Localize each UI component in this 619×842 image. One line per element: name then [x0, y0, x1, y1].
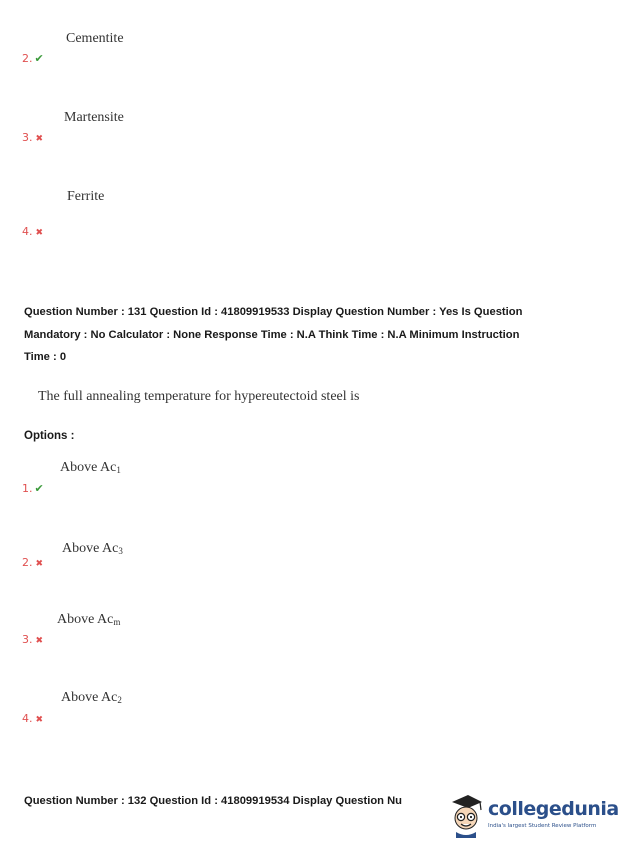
option-text-3 [57, 612, 120, 628]
option-number-prev-2 [22, 52, 44, 65]
option-text: Above Ac [62, 541, 119, 556]
mascot-icon [446, 792, 486, 838]
option-subscript: 3 [118, 546, 123, 556]
option-text-4 [61, 690, 122, 706]
cross-icon: ✖ [35, 134, 44, 144]
cross-icon: ✖ [35, 715, 44, 725]
option-text-1 [60, 460, 121, 476]
logo-wordmark: collegedunia [488, 798, 619, 820]
option-number-label: 2. [22, 556, 33, 569]
question-meta-line: Time : 0 [24, 351, 67, 363]
logo-tagline: India's largest Student Review Platform [488, 823, 597, 829]
option-number-label: 3. [22, 633, 33, 646]
option-text: Above Ac [57, 612, 114, 627]
options-label: Options : [24, 430, 75, 442]
option-number-label: 1. [22, 482, 33, 495]
collegedunia-logo [446, 792, 619, 838]
option-number-2 [22, 556, 43, 569]
option-text: Above Ac [60, 460, 117, 475]
option-number-prev-4 [22, 225, 43, 238]
question-meta-line: Mandatory : No Calculator : None Response Time : N.A Think Time : N.A Minimum Instruction [24, 328, 520, 341]
option-text-prev-3: Martensite [64, 110, 124, 125]
option-number-label: 3. [22, 131, 33, 144]
option-number-1 [22, 482, 44, 495]
question-meta-line: Question Number : 131 Question Id : 41809919533 Display Question Number : Yes Is Question [24, 306, 523, 318]
cross-icon: ✖ [35, 559, 44, 569]
option-number-prev-3 [22, 131, 43, 144]
option-number-label: 4. [22, 225, 33, 238]
option-number-3 [22, 633, 43, 646]
option-text: Above Ac [61, 690, 118, 705]
question-meta [24, 301, 584, 369]
option-number-4 [22, 712, 43, 725]
option-number-label: 2. [22, 52, 33, 65]
next-question-meta: Question Number : 132 Question Id : 41809919534 Display Question Nu [24, 795, 403, 807]
check-icon: ✔ [34, 482, 44, 495]
option-number-label: 4. [22, 712, 33, 725]
option-subscript: 2 [117, 695, 122, 705]
cross-icon: ✖ [35, 636, 44, 646]
cross-icon: ✖ [35, 228, 44, 238]
option-subscript: m [113, 617, 121, 627]
question-text: The full annealing temperature for hypereutectoid steel is [38, 389, 360, 404]
option-subscript: 1 [116, 465, 121, 475]
option-text-prev-4: Ferrite [67, 189, 105, 204]
check-icon: ✔ [34, 52, 44, 65]
option-text-prev-2: Cementite [66, 31, 124, 46]
option-text-2 [62, 541, 123, 557]
